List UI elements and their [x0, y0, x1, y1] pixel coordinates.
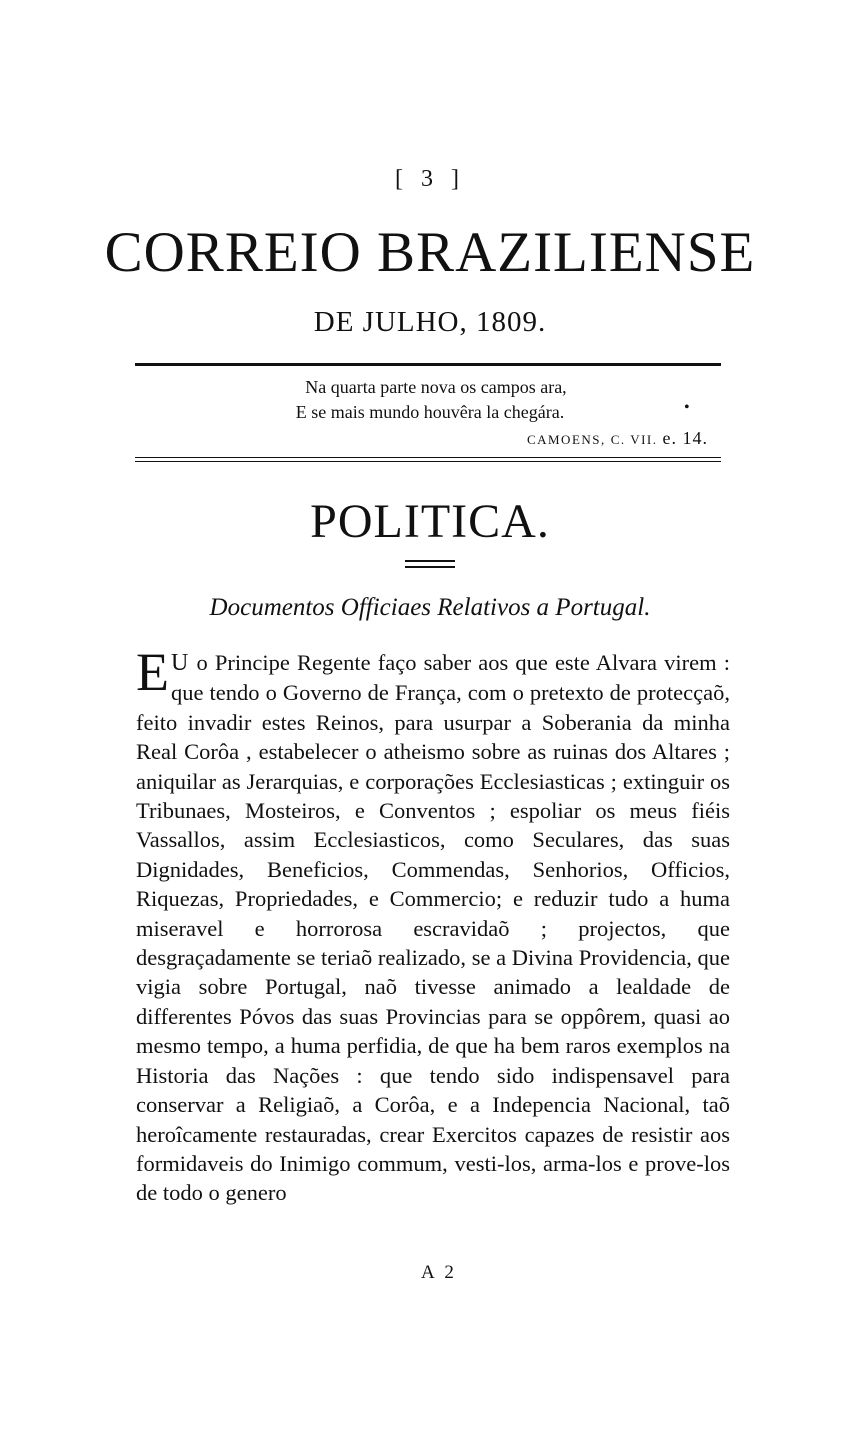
section-heading: POLITICA. [310, 495, 550, 548]
citation-stanza: e. 14. [662, 428, 708, 448]
citation-author: CAMOENS, [526, 432, 606, 447]
paragraph-text: o Principe Regente faço saber aos que este Alvara virem : que tendo o Governo de França, com o pretexto de protecçaõ, feito invadir estes Reinos, para usurpar a Soberania da minha Real Corôa , estabelecer o atheismo sobre as ruinas dos Altares ; aniquilar as Jerarquias, e corporações Ecclesiasticas ; extinguir os Tribunaes, Mosteiros, e Conventos ; espoliar os meus fiéis Vassallos, assim Ecclesiasticos, como Seculares, das suas Dignidades, Beneficios, Commendas, Senhorios, Officios, Riquezas, Propriedades, e Commercio; e reduzir tudo a huma miseravel e horrorosa escravidaõ ; projectos, que desgraçadamente se teriaõ realizado, se a Divina Providencia, que vigia sobre Portugal, naõ tivesse animado a lealdade de differentes Póvos das suas Provincias para se oppôrem, quasi ao mesmo tempo, a huma perfidia, de que ha bem raros exemplos na Historia das Nações : que tendo sido indispensavel para conservar a Religiaõ, a Corôa, e a Indepencia Nacional, taõ heroîcamente restauradas, crear Exercitos capazes de resistir aos formidaveis do Inimigo commum, vesti-los, arma-los e prove-los de todo o genero [136, 650, 730, 1206]
ornament-dash-bottom [405, 566, 455, 568]
issue-date: DE JULHO, 1809. [313, 306, 547, 338]
drop-cap: E [136, 642, 169, 702]
signature-mark: A 2 [421, 1262, 457, 1283]
first-word-rest: U [171, 650, 190, 676]
citation-canto: C. VII. [610, 432, 658, 447]
thick-rule [135, 363, 721, 366]
epigraph-line-2: E se mais mundo houvêra la chegára. [295, 402, 565, 422]
ornament-dash-top [405, 560, 455, 562]
epigraph-mark: • [684, 399, 690, 416]
body-text [136, 642, 730, 1208]
article-subtitle: Documentos Officiaes Relativos a Portugal. [209, 594, 651, 621]
epigraph-line-1: Na quarta parte nova os campos ara, [305, 377, 567, 397]
periodical-title: CORREIO BRAZILIENSE [104, 221, 756, 284]
double-rule-top [135, 457, 721, 458]
double-rule-bottom [135, 461, 721, 462]
epigraph-citation [527, 428, 708, 449]
page-number: [ 3 ] [395, 166, 465, 192]
